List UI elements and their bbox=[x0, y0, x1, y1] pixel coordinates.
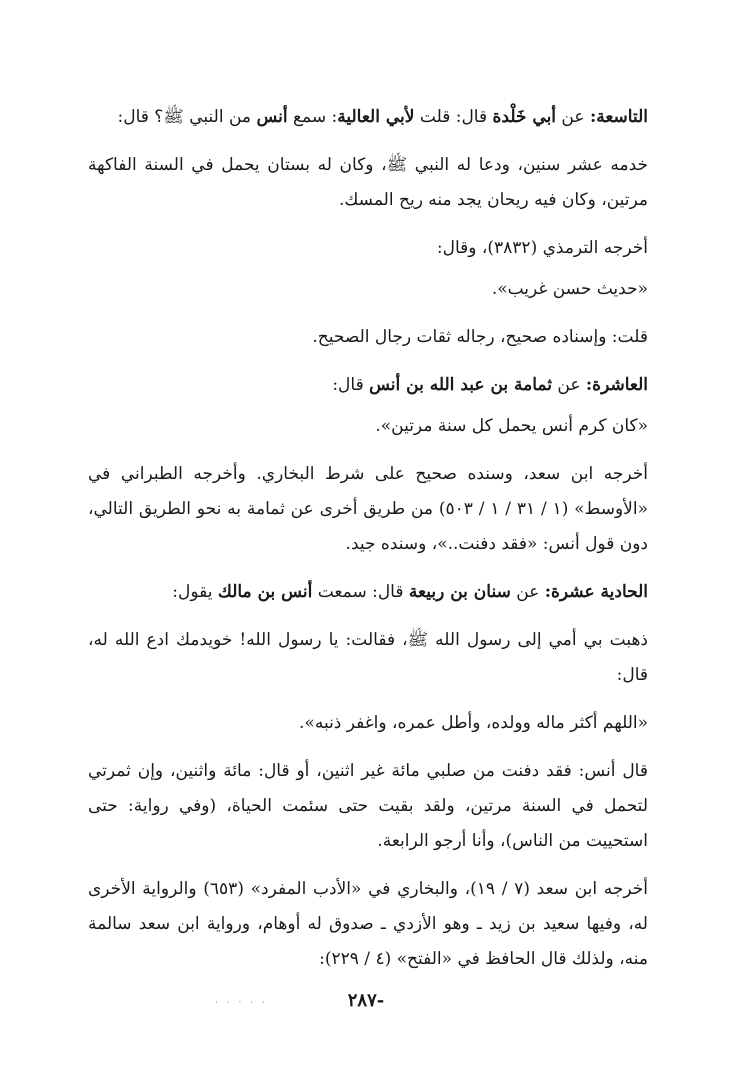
narrator-name: أنس bbox=[256, 107, 288, 127]
narrator-name: لأبي العالية bbox=[337, 107, 415, 127]
scan-specks: · · · · · bbox=[215, 998, 268, 1008]
paragraph-quote: «كان كرم أنس يحمل كل سنة مرتين». bbox=[375, 416, 648, 436]
page-body bbox=[88, 100, 648, 990]
text: يقول: bbox=[172, 582, 218, 602]
narrator-name: سنان بن ربيعة bbox=[408, 582, 511, 602]
page-number: -٢٨٧ bbox=[347, 990, 385, 1011]
paragraph-hadith-text: قال أنس: فقد دفنت من صلبي مائة غير اثنين، أو قال: مائة واثنين، وإن ثمرتي لتحمل في السنة مرتين، ولقد بقيت حتى سئمت الحياة، (وفي رواية: حتى استحييت من الناس)، وأنا أرجو الرابعة. bbox=[88, 761, 648, 851]
paragraph-hadith-text: ذهبت بي أمي إلى رسول الله ﷺ، فقالت: يا رسول الله! خويدمك ادع الله له، قال: bbox=[88, 630, 648, 685]
paragraph-takhrij: أخرجه ابن سعد، وسنده صحيح على شرط البخاري. وأخرجه الطبراني في «الأوسط» (١ / ٣١ / ١ / ٥٠٣) من طريق أخرى عن ثمامة به نحو الطريق التالي، دون قول أنس: «فقد دفنت..»، وسنده جيد. bbox=[88, 464, 648, 554]
text: عن bbox=[552, 375, 586, 395]
paragraph-eleventh-heading bbox=[88, 575, 648, 610]
narrator-name: أنس بن مالك bbox=[217, 582, 313, 602]
paragraph-quote: «حديث حسن غريب». bbox=[491, 279, 648, 299]
heading-label: العاشرة: bbox=[585, 375, 648, 395]
narrator-name: أبي خَلْدة bbox=[492, 107, 557, 127]
narrator-name: ثمامة بن عبد الله بن أنس bbox=[369, 375, 552, 395]
heading-label: الحادية عشرة: bbox=[544, 582, 648, 602]
paragraph-quote: «اللهم أكثر ماله وولده، وأطل عمره، واغفر ذنبه». bbox=[299, 713, 648, 733]
text: عن bbox=[510, 582, 545, 602]
paragraph-tenth-heading bbox=[88, 368, 648, 403]
text: قال: سمعت bbox=[312, 582, 409, 602]
paragraph-hadith-text: خدمه عشر سنين، ودعا له النبي ﷺ، وكان له بستان يحمل في السنة الفاكهة مرتين، وكان فيه ريحان يجد منه ريح المسك. bbox=[88, 155, 648, 210]
paragraph-ninth-heading bbox=[88, 100, 648, 135]
text: من النبي ﷺ؟ قال: bbox=[117, 107, 257, 127]
text: قال: قلت bbox=[414, 107, 493, 127]
heading-label: التاسعة: bbox=[589, 107, 648, 127]
paragraph-takhrij: أخرجه ابن سعد (٧ / ١٩)، والبخاري في «الأدب المفرد» (٦٥٣) والرواية الأخرى له، وفيها سعيد بن زيد ـ وهو الأزدي ـ صدوق له أوهام، ورواية ابن سعد سالمة منه، ولذلك قال الحافظ في «الفتح» (٤ / ٢٢٩): bbox=[88, 879, 649, 969]
paragraph-comment: قلت: وإسناده صحيح، رجاله ثقات رجال الصحيح. bbox=[312, 327, 648, 347]
text: : سمع bbox=[287, 107, 338, 127]
text: قال: bbox=[332, 375, 370, 395]
text: عن bbox=[556, 107, 590, 127]
paragraph-takhrij: أخرجه الترمذي (٣٨٣٢)، وقال: bbox=[436, 238, 648, 258]
